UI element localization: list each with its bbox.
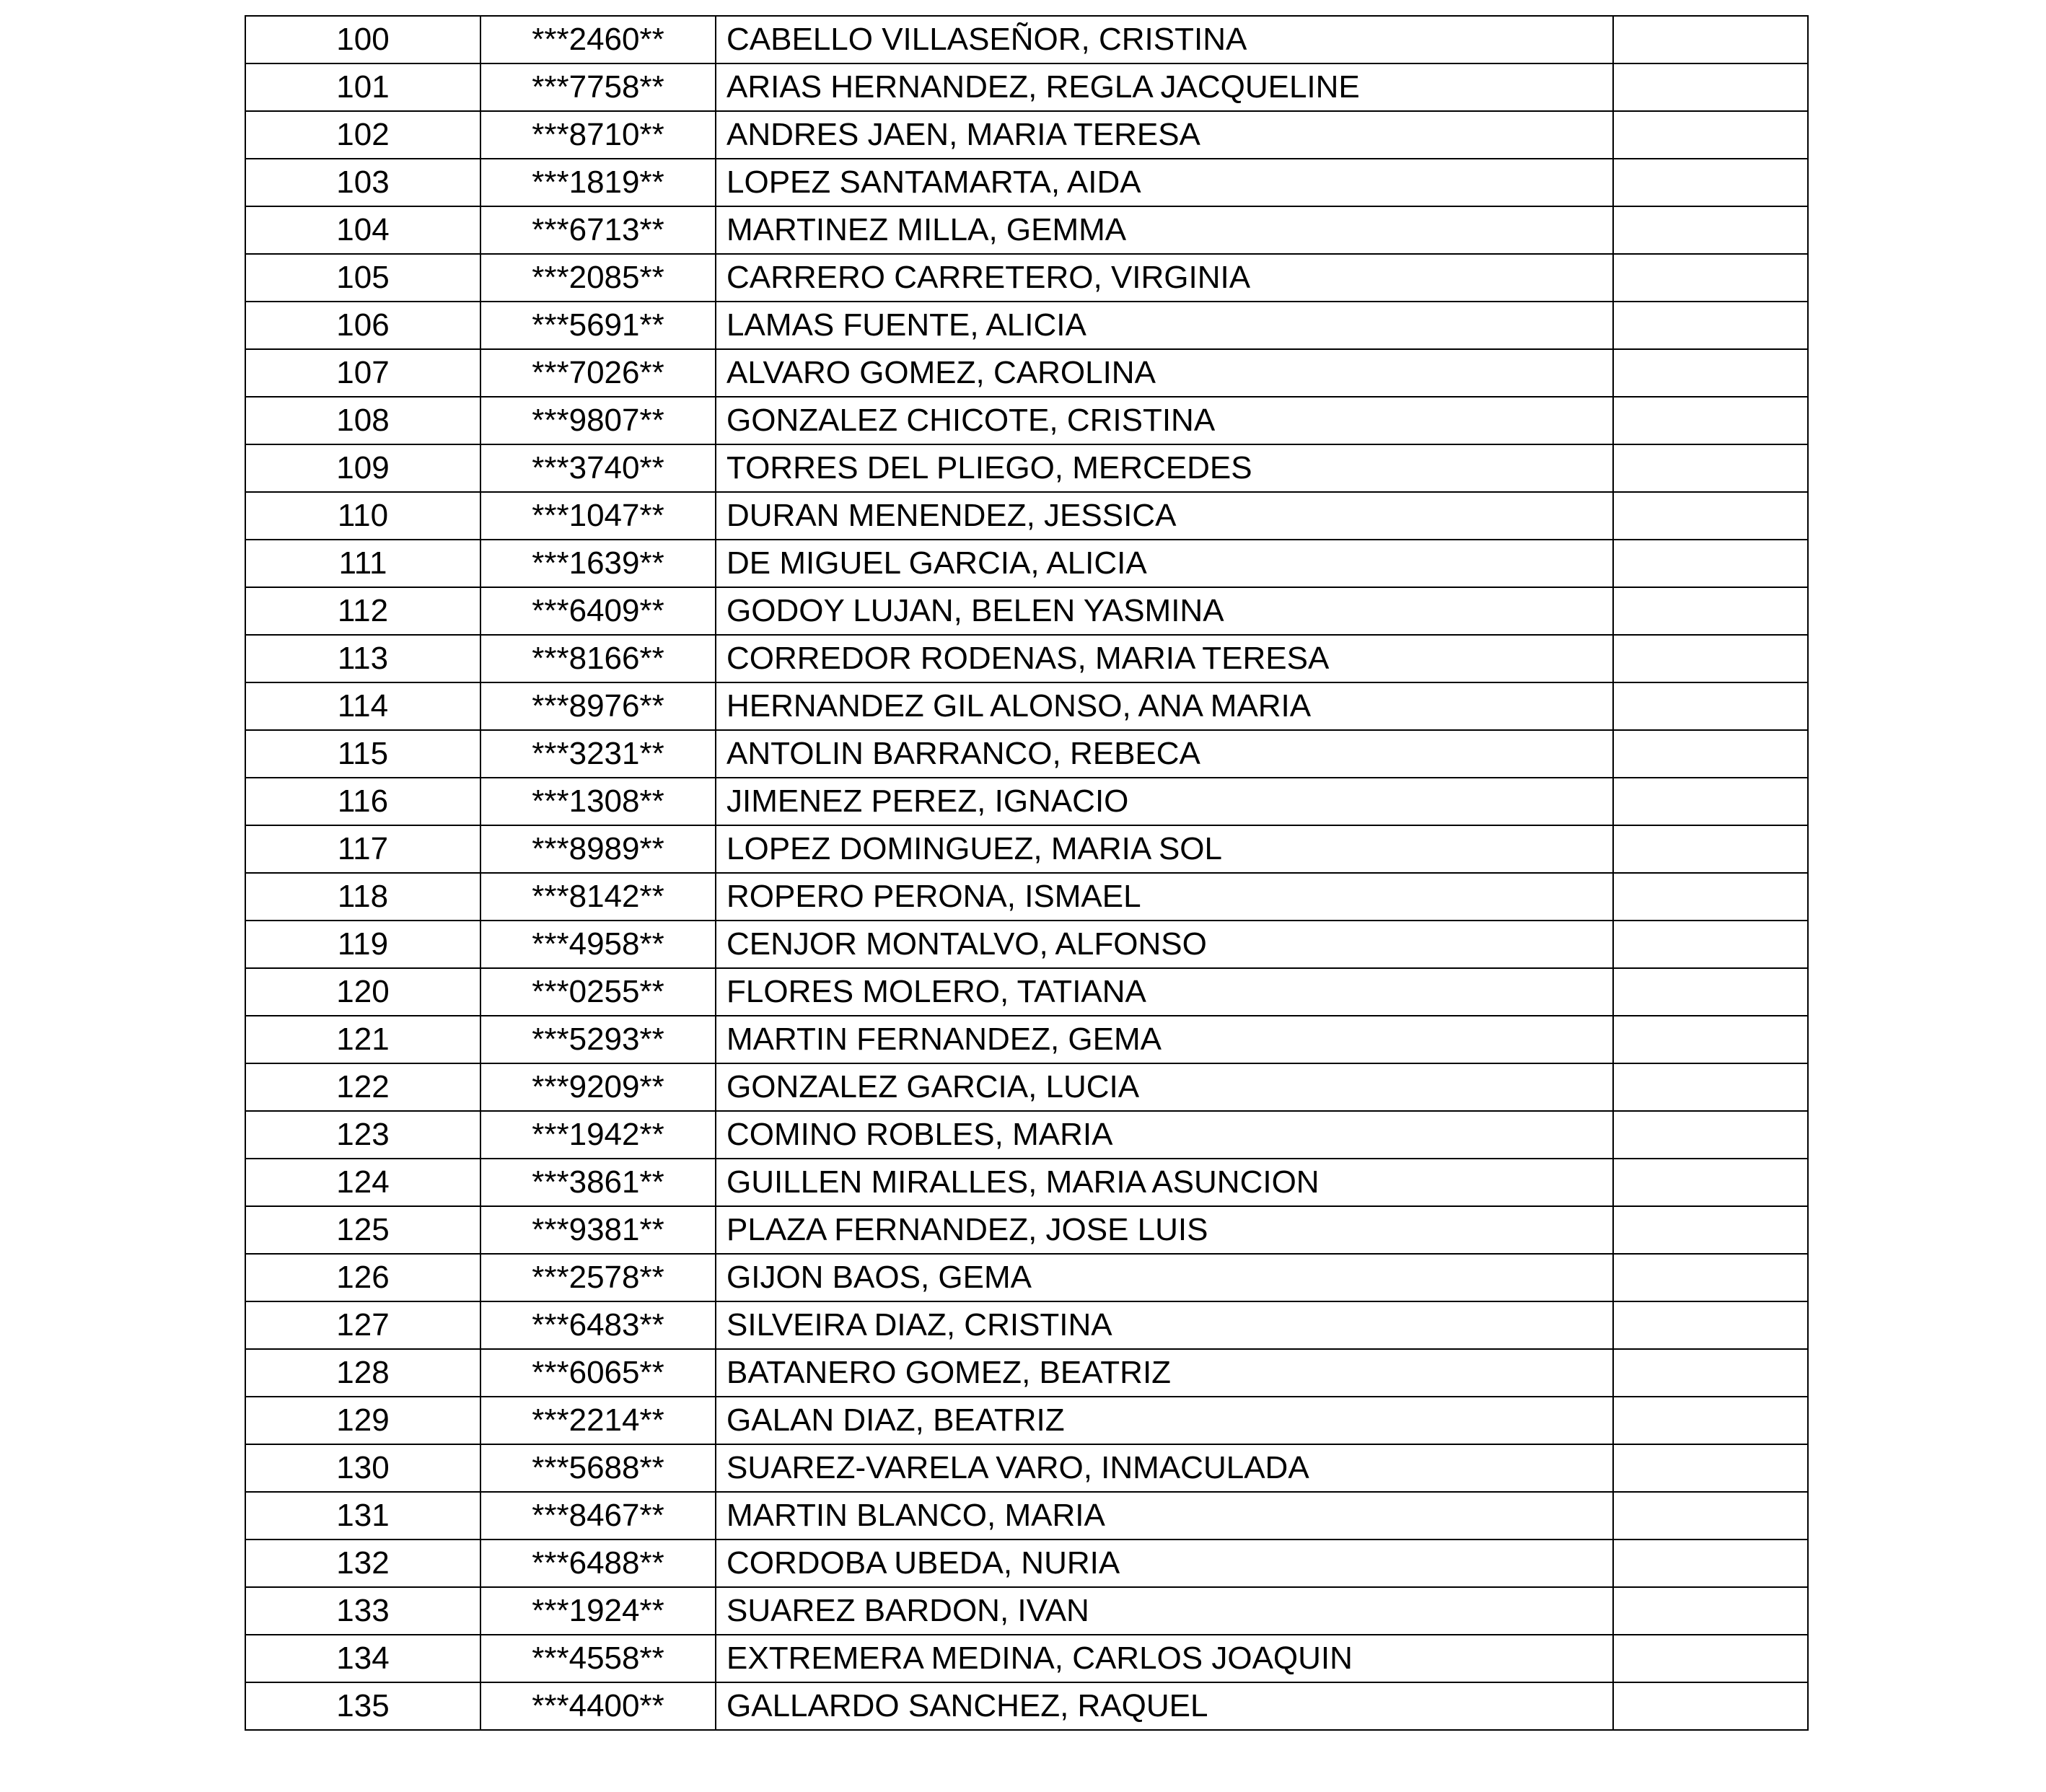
full-name-cell: GIJON BAOS, GEMA: [716, 1254, 1613, 1301]
row-number-cell: 119: [245, 921, 480, 968]
row-number-cell: 113: [245, 635, 480, 682]
full-name-cell: GALLARDO SANCHEZ, RAQUEL: [716, 1682, 1613, 1730]
full-name-cell: ALVARO GOMEZ, CAROLINA: [716, 349, 1613, 397]
row-number-cell: 127: [245, 1301, 480, 1349]
masked-id-cell: ***3740**: [480, 444, 716, 492]
masked-id-cell: ***8142**: [480, 873, 716, 921]
full-name-cell: GONZALEZ CHICOTE, CRISTINA: [716, 397, 1613, 444]
empty-notes-cell: [1613, 111, 1808, 159]
full-name-cell: CABELLO VILLASEÑOR, CRISTINA: [716, 16, 1613, 63]
full-name-cell: ANDRES JAEN, MARIA TERESA: [716, 111, 1613, 159]
full-name-cell: PLAZA FERNANDEZ, JOSE LUIS: [716, 1206, 1613, 1254]
table-row: [245, 921, 1808, 968]
table-row: [245, 1206, 1808, 1254]
table-row: [245, 1397, 1808, 1444]
table-row: [245, 1349, 1808, 1397]
empty-notes-cell: [1613, 921, 1808, 968]
row-number-cell: 130: [245, 1444, 480, 1492]
empty-notes-cell: [1613, 1540, 1808, 1587]
masked-id-cell: ***4958**: [480, 921, 716, 968]
empty-notes-cell: [1613, 540, 1808, 587]
table-row: [245, 492, 1808, 540]
row-number-cell: 126: [245, 1254, 480, 1301]
table-row: [245, 63, 1808, 111]
full-name-cell: TORRES DEL PLIEGO, MERCEDES: [716, 444, 1613, 492]
full-name-cell: JIMENEZ PEREZ, IGNACIO: [716, 778, 1613, 825]
row-number-cell: 105: [245, 254, 480, 302]
row-number-cell: 133: [245, 1587, 480, 1635]
masked-id-cell: ***3861**: [480, 1159, 716, 1206]
table-row: [245, 587, 1808, 635]
candidate-list-table: [245, 15, 1809, 1731]
row-number-cell: 101: [245, 63, 480, 111]
masked-id-cell: ***2214**: [480, 1397, 716, 1444]
table-row: [245, 1444, 1808, 1492]
full-name-cell: GALAN DIAZ, BEATRIZ: [716, 1397, 1613, 1444]
full-name-cell: LOPEZ DOMINGUEZ, MARIA SOL: [716, 825, 1613, 873]
row-number-cell: 104: [245, 206, 480, 254]
full-name-cell: GUILLEN MIRALLES, MARIA ASUNCION: [716, 1159, 1613, 1206]
full-name-cell: MARTINEZ MILLA, GEMMA: [716, 206, 1613, 254]
empty-notes-cell: [1613, 1206, 1808, 1254]
row-number-cell: 111: [245, 540, 480, 587]
empty-notes-cell: [1613, 1682, 1808, 1730]
empty-notes-cell: [1613, 635, 1808, 682]
row-number-cell: 122: [245, 1063, 480, 1111]
masked-id-cell: ***6483**: [480, 1301, 716, 1349]
full-name-cell: EXTREMERA MEDINA, CARLOS JOAQUIN: [716, 1635, 1613, 1682]
empty-notes-cell: [1613, 1254, 1808, 1301]
masked-id-cell: ***5293**: [480, 1016, 716, 1063]
empty-notes-cell: [1613, 206, 1808, 254]
row-number-cell: 100: [245, 16, 480, 63]
empty-notes-cell: [1613, 492, 1808, 540]
empty-notes-cell: [1613, 1301, 1808, 1349]
empty-notes-cell: [1613, 682, 1808, 730]
table-row: [245, 1635, 1808, 1682]
empty-notes-cell: [1613, 1492, 1808, 1540]
row-number-cell: 102: [245, 111, 480, 159]
empty-notes-cell: [1613, 1349, 1808, 1397]
table-row: [245, 16, 1808, 63]
full-name-cell: CORDOBA UBEDA, NURIA: [716, 1540, 1613, 1587]
row-number-cell: 112: [245, 587, 480, 635]
empty-notes-cell: [1613, 1016, 1808, 1063]
full-name-cell: DE MIGUEL GARCIA, ALICIA: [716, 540, 1613, 587]
empty-notes-cell: [1613, 444, 1808, 492]
row-number-cell: 128: [245, 1349, 480, 1397]
row-number-cell: 118: [245, 873, 480, 921]
full-name-cell: FLORES MOLERO, TATIANA: [716, 968, 1613, 1016]
full-name-cell: CENJOR MONTALVO, ALFONSO: [716, 921, 1613, 968]
empty-notes-cell: [1613, 873, 1808, 921]
masked-id-cell: ***8467**: [480, 1492, 716, 1540]
row-number-cell: 131: [245, 1492, 480, 1540]
empty-notes-cell: [1613, 302, 1808, 349]
empty-notes-cell: [1613, 254, 1808, 302]
table-row: [245, 206, 1808, 254]
empty-notes-cell: [1613, 16, 1808, 63]
table-row: [245, 1254, 1808, 1301]
masked-id-cell: ***1924**: [480, 1587, 716, 1635]
masked-id-cell: ***9209**: [480, 1063, 716, 1111]
empty-notes-cell: [1613, 968, 1808, 1016]
masked-id-cell: ***0255**: [480, 968, 716, 1016]
row-number-cell: 125: [245, 1206, 480, 1254]
full-name-cell: SUAREZ-VARELA VARO, INMACULADA: [716, 1444, 1613, 1492]
row-number-cell: 108: [245, 397, 480, 444]
full-name-cell: ROPERO PERONA, ISMAEL: [716, 873, 1613, 921]
table-row: [245, 1111, 1808, 1159]
table-row: [245, 778, 1808, 825]
empty-notes-cell: [1613, 1444, 1808, 1492]
masked-id-cell: ***6488**: [480, 1540, 716, 1587]
empty-notes-cell: [1613, 1111, 1808, 1159]
masked-id-cell: ***1308**: [480, 778, 716, 825]
row-number-cell: 115: [245, 730, 480, 778]
masked-id-cell: ***5691**: [480, 302, 716, 349]
table-row: [245, 111, 1808, 159]
full-name-cell: BATANERO GOMEZ, BEATRIZ: [716, 1349, 1613, 1397]
row-number-cell: 132: [245, 1540, 480, 1587]
masked-id-cell: ***4400**: [480, 1682, 716, 1730]
table-row: [245, 159, 1808, 206]
table-row: [245, 1540, 1808, 1587]
table-row: [245, 682, 1808, 730]
full-name-cell: SUAREZ BARDON, IVAN: [716, 1587, 1613, 1635]
full-name-cell: SILVEIRA DIAZ, CRISTINA: [716, 1301, 1613, 1349]
masked-id-cell: ***6409**: [480, 587, 716, 635]
full-name-cell: CARRERO CARRETERO, VIRGINIA: [716, 254, 1613, 302]
table-row: [245, 1063, 1808, 1111]
table-row: [245, 1682, 1808, 1730]
masked-id-cell: ***8710**: [480, 111, 716, 159]
full-name-cell: GODOY LUJAN, BELEN YASMINA: [716, 587, 1613, 635]
masked-id-cell: ***5688**: [480, 1444, 716, 1492]
masked-id-cell: ***2085**: [480, 254, 716, 302]
row-number-cell: 107: [245, 349, 480, 397]
masked-id-cell: ***3231**: [480, 730, 716, 778]
masked-id-cell: ***8166**: [480, 635, 716, 682]
full-name-cell: ARIAS HERNANDEZ, REGLA JACQUELINE: [716, 63, 1613, 111]
empty-notes-cell: [1613, 63, 1808, 111]
masked-id-cell: ***7026**: [480, 349, 716, 397]
row-number-cell: 129: [245, 1397, 480, 1444]
full-name-cell: GONZALEZ GARCIA, LUCIA: [716, 1063, 1613, 1111]
full-name-cell: ANTOLIN BARRANCO, REBECA: [716, 730, 1613, 778]
table-row: [245, 1016, 1808, 1063]
row-number-cell: 117: [245, 825, 480, 873]
masked-id-cell: ***8976**: [480, 682, 716, 730]
table-row: [245, 540, 1808, 587]
full-name-cell: LOPEZ SANTAMARTA, AIDA: [716, 159, 1613, 206]
empty-notes-cell: [1613, 778, 1808, 825]
row-number-cell: 134: [245, 1635, 480, 1682]
masked-id-cell: ***2460**: [480, 16, 716, 63]
table-row: [245, 873, 1808, 921]
full-name-cell: HERNANDEZ GIL ALONSO, ANA MARIA: [716, 682, 1613, 730]
full-name-cell: LAMAS FUENTE, ALICIA: [716, 302, 1613, 349]
empty-notes-cell: [1613, 730, 1808, 778]
masked-id-cell: ***9807**: [480, 397, 716, 444]
table-row: [245, 254, 1808, 302]
candidate-list-body: [245, 16, 1808, 1730]
row-number-cell: 116: [245, 778, 480, 825]
empty-notes-cell: [1613, 397, 1808, 444]
row-number-cell: 103: [245, 159, 480, 206]
table-row: [245, 968, 1808, 1016]
table-row: [245, 635, 1808, 682]
table-row: [245, 349, 1808, 397]
empty-notes-cell: [1613, 349, 1808, 397]
table-row: [245, 1159, 1808, 1206]
table-row: [245, 397, 1808, 444]
row-number-cell: 120: [245, 968, 480, 1016]
full-name-cell: MARTIN FERNANDEZ, GEMA: [716, 1016, 1613, 1063]
full-name-cell: DURAN MENENDEZ, JESSICA: [716, 492, 1613, 540]
masked-id-cell: ***6713**: [480, 206, 716, 254]
empty-notes-cell: [1613, 1159, 1808, 1206]
row-number-cell: 124: [245, 1159, 480, 1206]
full-name-cell: MARTIN BLANCO, MARIA: [716, 1492, 1613, 1540]
masked-id-cell: ***9381**: [480, 1206, 716, 1254]
table-row: [245, 825, 1808, 873]
masked-id-cell: ***1639**: [480, 540, 716, 587]
full-name-cell: COMINO ROBLES, MARIA: [716, 1111, 1613, 1159]
masked-id-cell: ***8989**: [480, 825, 716, 873]
masked-id-cell: ***4558**: [480, 1635, 716, 1682]
row-number-cell: 121: [245, 1016, 480, 1063]
row-number-cell: 106: [245, 302, 480, 349]
masked-id-cell: ***7758**: [480, 63, 716, 111]
masked-id-cell: ***1819**: [480, 159, 716, 206]
empty-notes-cell: [1613, 1397, 1808, 1444]
masked-id-cell: ***1047**: [480, 492, 716, 540]
table-row: [245, 302, 1808, 349]
masked-id-cell: ***6065**: [480, 1349, 716, 1397]
empty-notes-cell: [1613, 1587, 1808, 1635]
row-number-cell: 135: [245, 1682, 480, 1730]
table-row: [245, 730, 1808, 778]
table-row: [245, 444, 1808, 492]
masked-id-cell: ***2578**: [480, 1254, 716, 1301]
row-number-cell: 114: [245, 682, 480, 730]
table-row: [245, 1301, 1808, 1349]
table-row: [245, 1492, 1808, 1540]
row-number-cell: 123: [245, 1111, 480, 1159]
empty-notes-cell: [1613, 825, 1808, 873]
full-name-cell: CORREDOR RODENAS, MARIA TERESA: [716, 635, 1613, 682]
empty-notes-cell: [1613, 159, 1808, 206]
empty-notes-cell: [1613, 1063, 1808, 1111]
empty-notes-cell: [1613, 587, 1808, 635]
table-row: [245, 1587, 1808, 1635]
row-number-cell: 109: [245, 444, 480, 492]
masked-id-cell: ***1942**: [480, 1111, 716, 1159]
empty-notes-cell: [1613, 1635, 1808, 1682]
row-number-cell: 110: [245, 492, 480, 540]
